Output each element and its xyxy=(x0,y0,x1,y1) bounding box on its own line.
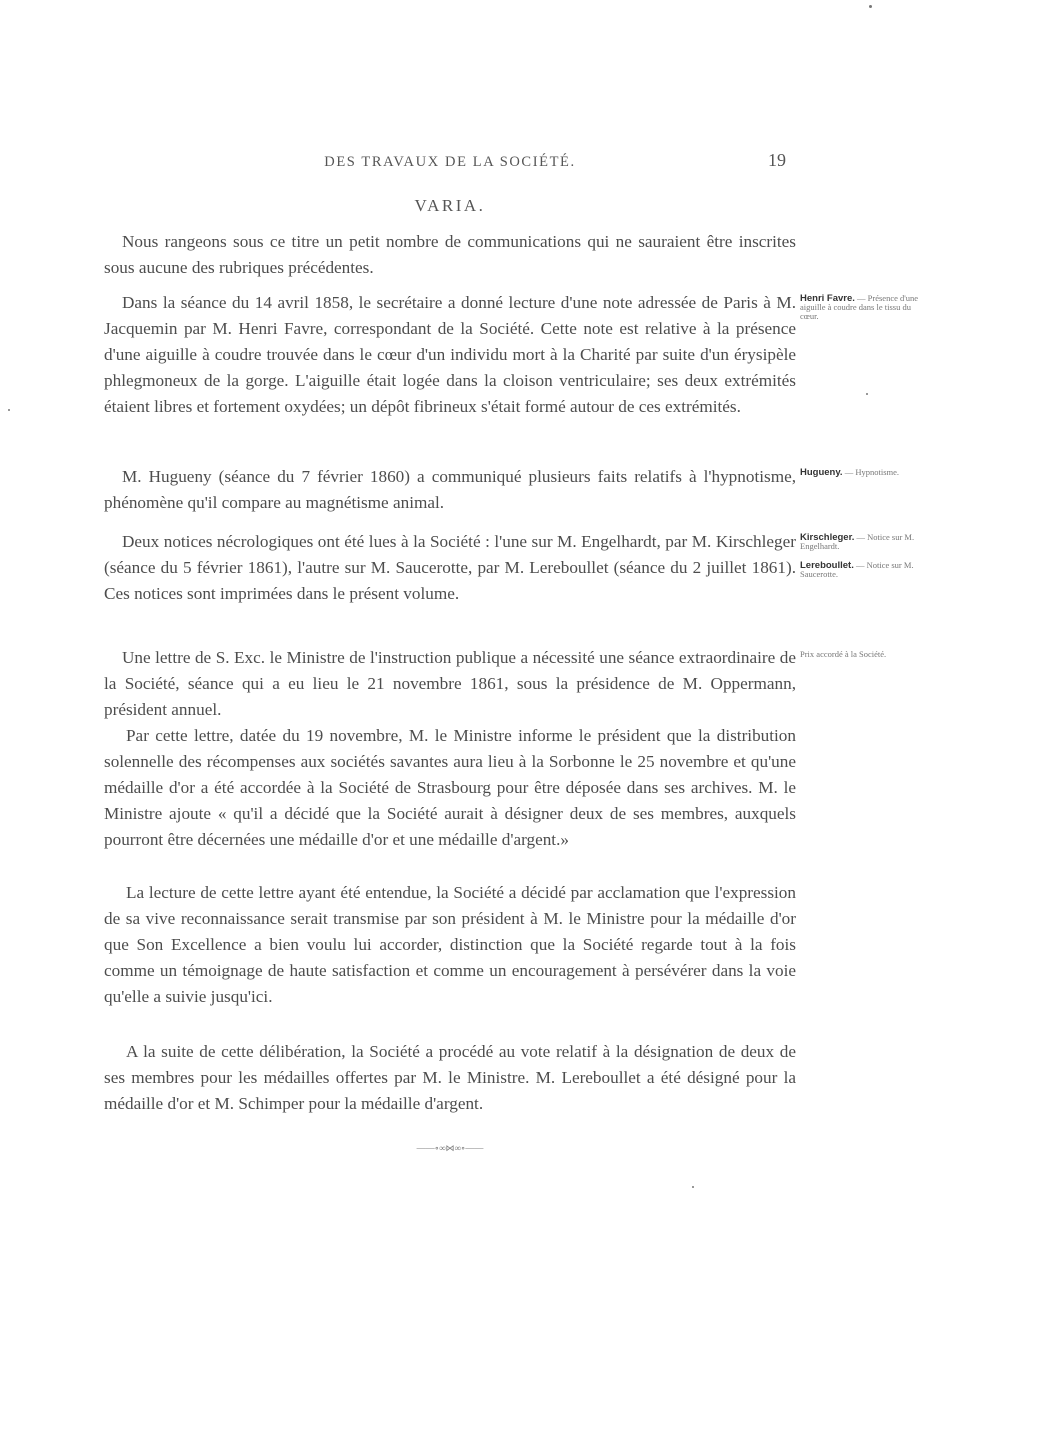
print-speck xyxy=(692,1186,694,1188)
print-speck xyxy=(8,409,10,411)
paragraph-hugueny: M. Hugueny (séance du 7 février 1860) a communiqué plusieurs faits relatifs à l'hypnotisme, phénomène qu'il compare au magnétisme animal. xyxy=(104,467,796,512)
margin-note-favre xyxy=(800,294,920,321)
paragraph-favre: Dans la séance du 14 avril 1858, le secrétaire a donné lecture d'une note adressée de Paris à M. Jacquemin par M. Henri Favre, correspondant de la Société. Cette note est relative à la présence d'une aiguille à coudre trouvée dans le cœur d'un individu mort à la Charité par suite d'un érysipèle phlegmoneux de la gorge. L'aiguille était logée dans la cloison ventriculaire; ses deux extrémités étaient libres et fortement oxydées; un dépôt fibrineux s'était formé autour de ces extrémités. xyxy=(104,293,796,416)
margin-note-text: — Notice sur M. Saucerotte. xyxy=(800,560,914,579)
margin-note-text: — Notice sur M. Engelhardt. xyxy=(800,532,915,551)
page-number: 19 xyxy=(768,150,786,170)
paragraph-ministre-lettre: Une lettre de S. Exc. le Ministre de l'instruction publique a nécessité une séance extraordinaire de la Société, séance qui a eu lieu le 21 novembre 1861, sous la présidence de M. Oppermann, président annuel. xyxy=(104,648,796,719)
closing-ornament: ——∘∞⋈∞∘—— xyxy=(416,1143,484,1153)
margin-note-name: Henri Favre. xyxy=(800,293,855,304)
print-speck xyxy=(869,5,872,8)
margin-note-name: Hugueny. xyxy=(800,467,843,478)
print-speck xyxy=(866,393,868,395)
paragraph-lettre-details: Par cette lettre, datée du 19 novembre, M. le Ministre informe le président que la distribution solennelle des récompenses aux sociétés savantes aura lieu à la Sorbonne le 25 novembre et qu'une médaille d'or a été accordée à la Société de Strasbourg pour être déposée dans ses archives. M. le Ministre ajoute « qu'il a décidé que la Société aurait à désigner deux de ses membres, auxquels pourront être décernées une médaille d'or et une médaille d'argent.» xyxy=(104,726,796,849)
paragraph-intro: Nous rangeons sous ce titre un petit nombre de communications qui ne sauraient être inscrites sous aucune des rubriques précédentes. xyxy=(104,232,796,277)
margin-note-name: Lereboullet. xyxy=(800,560,854,571)
paragraph-vote: A la suite de cette délibération, la Société a procédé au vote relatif à la désignation de deux de ses membres pour les médailles offertes par M. le Ministre. M. Lereboullet a été désigné pour la médaille d'or et M. Schimper pour la médaille d'argent. xyxy=(104,1042,796,1113)
margin-note-text: Prix accordé à la Société. xyxy=(800,649,887,659)
margin-note-text: — Présence d'une aiguille à coudre dans le tissu du cœur. xyxy=(800,293,919,321)
margin-note-prix xyxy=(800,650,920,659)
margin-note-lereboullet xyxy=(800,561,920,579)
margin-note-kirschleger xyxy=(800,533,920,551)
section-heading: VARIA. xyxy=(414,196,486,215)
paragraph-acclamation: La lecture de cette lettre ayant été entendue, la Société a décidé par acclamation que l'expression de sa vive reconnaissance serait transmise par son président à M. le Ministre pour la médaille d'or que Son Excellence a bien voulu lui accorder, distinction que la Société regarde tout à la fois comme un témoignage de haute satisfaction et comme un encouragement à persévérer dans la voie qu'elle a suivie jusqu'ici. xyxy=(104,883,796,1006)
margin-note-text: — Hypnotisme. xyxy=(842,467,900,477)
running-title: DES TRAVAUX DE LA SOCIÉTÉ. xyxy=(324,154,576,170)
margin-note-name: Kirschleger. xyxy=(800,532,855,543)
paragraph-notices: Deux notices nécrologiques ont été lues à la Société : l'une sur M. Engelhardt, par M. Kirschleger (séance du 5 février 1861), l'autre sur M. Saucerotte, par M. Lereboullet (séance du 2 juillet 1861). Ces notices sont imprimées dans le présent volume. xyxy=(104,532,796,603)
margin-note-hugueny xyxy=(800,468,920,477)
